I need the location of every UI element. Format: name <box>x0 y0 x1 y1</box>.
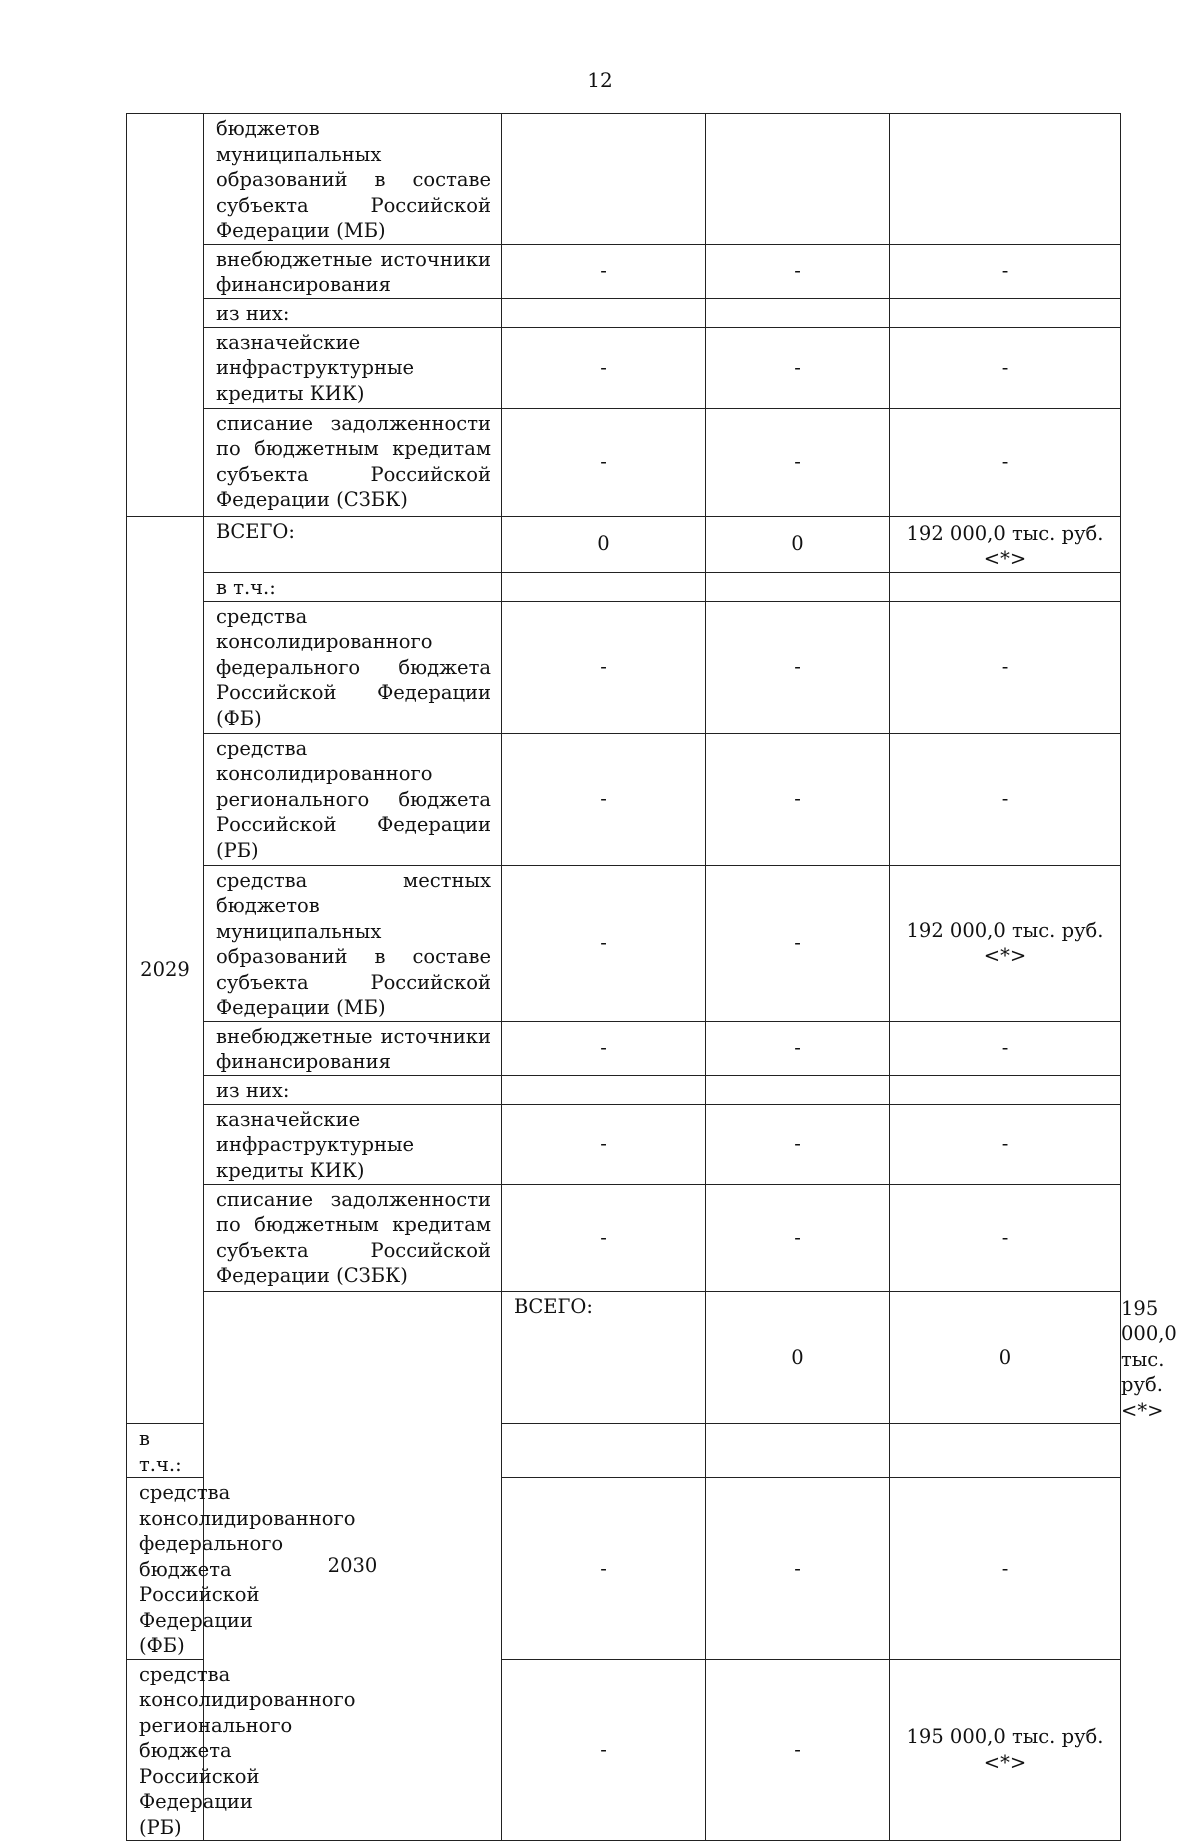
row-description: средства консолидированного регионального бюджета Российской Федерации (РБ) <box>204 733 502 865</box>
value-cell: 192 000,0 тыс. руб. <*> <box>890 516 1121 572</box>
table-row <box>127 601 1121 733</box>
table-row <box>127 516 1121 572</box>
value-cell: - <box>706 1659 890 1841</box>
value-cell: - <box>502 1184 706 1291</box>
table-row <box>127 865 1121 1021</box>
value-cell: - <box>706 327 890 408</box>
value-cell: 195 000,0 тыс. руб. <*> <box>890 1659 1121 1841</box>
row-description: в т.ч.: <box>204 572 502 601</box>
value-cell <box>890 114 1121 245</box>
value-cell: - <box>890 244 1121 298</box>
value-cell <box>706 1075 890 1104</box>
year-cell: 2029 <box>127 516 204 1424</box>
value-cell: - <box>502 601 706 733</box>
table-row <box>127 733 1121 865</box>
value-cell: - <box>502 733 706 865</box>
row-description: средства местных бюджетов муниципальных образований в составе субъекта Российской Федерации (МБ) <box>204 865 502 1021</box>
row-description: в т.ч.: <box>127 1424 204 1478</box>
value-cell <box>502 572 706 601</box>
row-description: казначейские инфраструктурные кредиты КИК) <box>204 327 502 408</box>
value-cell: - <box>706 865 890 1021</box>
value-cell <box>502 1424 706 1478</box>
row-description: ВСЕГО: <box>204 516 502 572</box>
value-cell: - <box>502 1659 706 1841</box>
row-description: из них: <box>204 1075 502 1104</box>
row-description: внебюджетные источники финансирования <box>204 244 502 298</box>
row-description: средства консолидированного регионального бюджета Российской Федерации (РБ) <box>127 1659 204 1841</box>
table-row <box>127 327 1121 408</box>
table-row <box>127 1075 1121 1104</box>
table-row: 2030 ВСЕГО: 0 0 195 000,0 тыс. руб. <*> <box>127 1291 1121 1424</box>
row-description: списание задолженности по бюджетным кредитам субъекта Российской Федерации (СЗБК) <box>204 1184 502 1291</box>
value-cell <box>890 572 1121 601</box>
value-cell <box>706 114 890 245</box>
value-cell <box>890 1424 1121 1478</box>
table-row <box>127 298 1121 327</box>
value-cell: 0 <box>706 516 890 572</box>
value-cell: - <box>890 601 1121 733</box>
value-cell: - <box>890 408 1121 516</box>
page-number: 12 <box>587 68 613 92</box>
table-row <box>127 244 1121 298</box>
value-cell: - <box>890 1478 1121 1660</box>
value-cell: - <box>706 1184 890 1291</box>
value-cell <box>706 298 890 327</box>
value-cell <box>890 298 1121 327</box>
value-cell: - <box>890 1184 1121 1291</box>
value-cell <box>706 1424 890 1478</box>
value-cell: - <box>502 1021 706 1075</box>
value-cell: 0 <box>706 1291 890 1424</box>
row-description: списание задолженности по бюджетным кредитам субъекта Российской Федерации (СЗБК) <box>204 408 502 516</box>
value-cell: 192 000,0 тыс. руб. <*> <box>890 865 1121 1021</box>
financing-table <box>126 113 1177 1841</box>
value-cell: 0 <box>890 1291 1121 1424</box>
value-cell: - <box>706 244 890 298</box>
value-cell <box>502 114 706 245</box>
value-cell: 0 <box>502 516 706 572</box>
row-description: средства консолидированного федерального бюджета Российской Федерации (ФБ) <box>127 1478 204 1660</box>
value-cell: - <box>890 1104 1121 1184</box>
value-cell: - <box>706 1104 890 1184</box>
value-cell: - <box>706 1478 890 1660</box>
value-cell: - <box>890 1021 1121 1075</box>
value-cell: - <box>706 408 890 516</box>
value-cell: - <box>890 733 1121 865</box>
value-cell: - <box>502 327 706 408</box>
row-description: казначейские инфраструктурные кредиты КИК) <box>204 1104 502 1184</box>
year-cell-continued <box>127 114 204 517</box>
row-description: бюджетов муниципальных образований в составе субъекта Российской Федерации (МБ) <box>204 114 502 245</box>
table-row <box>127 1184 1121 1291</box>
value-cell <box>890 1075 1121 1104</box>
row-description: внебюджетные источники финансирования <box>204 1021 502 1075</box>
row-description: из них: <box>204 298 502 327</box>
value-cell: - <box>706 601 890 733</box>
value-cell: - <box>890 327 1121 408</box>
value-cell: - <box>706 733 890 865</box>
value-cell: - <box>502 408 706 516</box>
row-description: средства консолидированного федерального бюджета Российской Федерации (ФБ) <box>204 601 502 733</box>
value-cell: - <box>502 1104 706 1184</box>
value-cell: - <box>502 244 706 298</box>
year-cell: 2030 <box>204 1291 502 1841</box>
value-cell: - <box>502 1478 706 1660</box>
table-row <box>127 1104 1121 1184</box>
value-cell <box>502 1075 706 1104</box>
value-cell <box>706 572 890 601</box>
value-cell: - <box>706 1021 890 1075</box>
row-description: ВСЕГО: <box>502 1291 706 1424</box>
table-row <box>127 1021 1121 1075</box>
value-cell <box>502 298 706 327</box>
table-row <box>127 408 1121 516</box>
table-row <box>127 572 1121 601</box>
table-row <box>127 114 1121 245</box>
value-cell: - <box>502 865 706 1021</box>
